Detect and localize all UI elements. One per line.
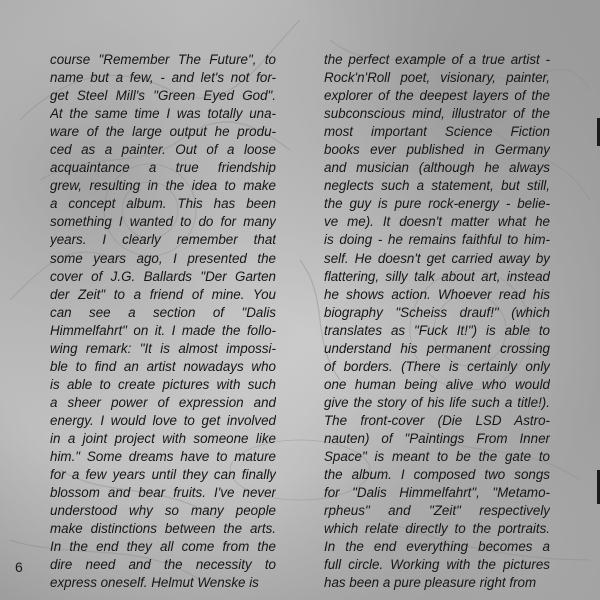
text-line: express oneself. Helmut Wenske is xyxy=(50,575,259,591)
text-line: ve me). It doesn't matter what he xyxy=(324,214,550,230)
text-line: At the same time I was totally una- xyxy=(50,106,276,122)
text-line: has been a pure pleasure right from xyxy=(324,575,537,591)
text-line: the perfect example of a true artist - xyxy=(324,52,550,67)
text-line: cover of J.G. Ballards "Der Garten xyxy=(50,268,276,284)
text-line: Himmelfahrt" on it. I made the follo- xyxy=(50,322,276,338)
text-line: ble to find an artist nowadays who xyxy=(50,358,276,374)
text-line: flattering, silly talk about art, instead xyxy=(324,268,550,284)
text-line: one human being alive who would xyxy=(324,376,550,392)
text-line: self. He doesn't get carried away by xyxy=(324,250,550,266)
text-line: books ever published in Germany xyxy=(324,142,550,158)
text-line: subconscious mind, illustrator of the xyxy=(324,106,550,122)
text-line: ware of the large output he produ- xyxy=(50,124,276,140)
text-line: he shows action. Whoever read his xyxy=(324,286,550,302)
text-line: full circle. Working with the pictures xyxy=(324,557,550,573)
text-line: wing remark: "It is almost impossi- xyxy=(50,340,276,356)
text-line: ced as a painter. Out of a loose xyxy=(50,142,276,158)
text-line: blossom and bear fruits. I've never xyxy=(50,485,276,501)
text-line: der Zeit" to a friend of mine. You xyxy=(50,286,276,302)
text-line: In the end they all come from the xyxy=(50,539,276,555)
text-line: give the story of his life such a title!). xyxy=(324,394,550,410)
text-line: understand his permanent crossing xyxy=(324,340,550,356)
text-line: acquaintance a true friendship xyxy=(50,160,276,176)
text-line: for "Dalis Himmelfahrt", "Metamo- xyxy=(324,485,550,501)
text-line: the guy is pure rock-energy - belie- xyxy=(324,196,550,212)
page-number: 6 xyxy=(15,559,23,575)
text-line: and musician (although he always xyxy=(324,160,550,176)
text-line: a sheer power of expression and xyxy=(50,394,276,410)
text-line: rpheus" and "Zeit" respectively xyxy=(324,503,550,519)
text-line: something I wanted to do for many xyxy=(50,214,276,230)
text-line: energy. I would love to get involved xyxy=(50,412,276,428)
text-line: make distinctions between the arts. xyxy=(50,521,276,537)
text-line: is able to create pictures with such xyxy=(50,376,276,392)
text-line: for a few years until they can finally xyxy=(50,467,276,483)
text-line: years. I clearly remember that xyxy=(50,232,276,248)
text-line: some years ago, I presented the xyxy=(50,250,276,266)
text-line: a concept album. This has been xyxy=(50,196,276,212)
text-line: is doing - he remains faithful to him- xyxy=(324,232,550,248)
text-line: the album. I composed two songs xyxy=(324,467,550,483)
text-line: translates as "Fuck It!") is able to xyxy=(324,322,550,338)
text-line: neglects such a statement, but still, xyxy=(324,178,550,194)
text-line: The front-cover (Die LSD Astro- xyxy=(324,412,550,428)
left-text-column xyxy=(50,51,276,592)
text-line: grew, resulting in the idea to make xyxy=(50,178,276,194)
right-text-column xyxy=(324,51,550,592)
text-line: which relate directly to the portraits. xyxy=(324,521,550,537)
text-line: nauten) of "Paintings From Inner xyxy=(324,430,550,446)
text-line: can see a section of "Dalis xyxy=(50,304,276,320)
text-line: him." Some dreams have to mature xyxy=(50,449,276,465)
text-line: explorer of the deepest layers of the xyxy=(324,88,550,104)
text-line: Space" is meant to be the gate to xyxy=(324,449,550,465)
text-line: name but a few, - and let's not for- xyxy=(50,70,276,86)
text-line: get Steel Mill's "Green Eyed God". xyxy=(50,88,276,104)
text-line: understood why so many people xyxy=(50,503,276,519)
text-line: dire need and the necessity to xyxy=(50,557,276,573)
text-line: most important Science Fiction xyxy=(324,124,550,140)
text-line: of borders. (There is certainly only xyxy=(324,358,550,374)
text-line: in a joint project with someone like xyxy=(50,430,276,446)
text-line: In the end everything becomes a xyxy=(324,539,550,555)
text-line: course "Remember The Future", to xyxy=(50,52,276,67)
text-line: biography "Scheiss drauf!" (which xyxy=(324,304,550,320)
text-line: Rock'n'Roll poet, visionary, painter, xyxy=(324,70,550,86)
